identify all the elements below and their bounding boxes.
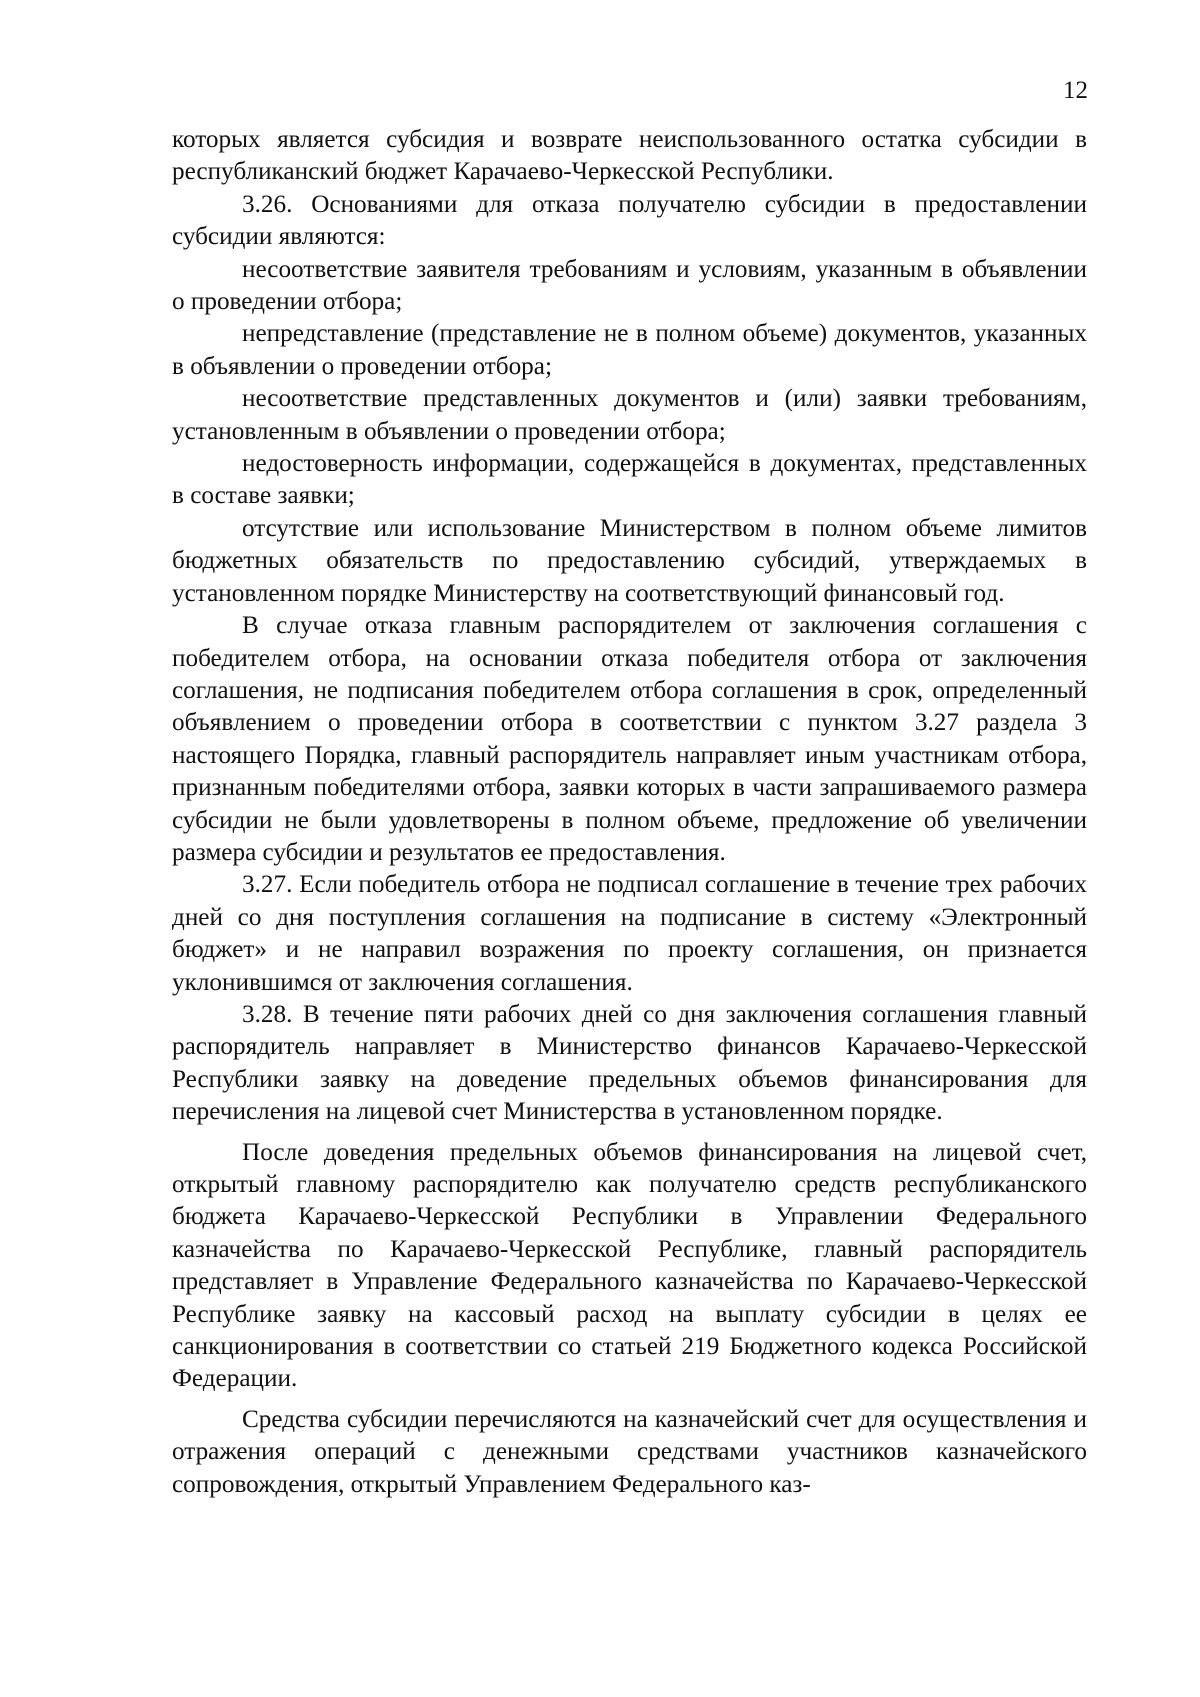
- paragraph: несоответствие заявителя требованиям и условиям, указанным в объявлении о проведении отбора;: [172, 255, 1087, 316]
- paragraph: которых является субсидия и возврате неиспользованного остатка субсидии в республиканский бюджет Карачаево-Черкесской Республики.: [172, 126, 1087, 186]
- paragraph: 3.28. В течение пяти рабочих дней со дня заключения соглашения главный распорядитель направляет в Министерство финансов Карачаево-Черкесской Республики заявку на доведение предельных объемов финансирования для перечисления на лицевой счет Министерства в установленном порядке.: [172, 1000, 1087, 1126]
- page-number: 12: [1063, 77, 1088, 104]
- paragraph: 3.26. Основаниями для отказа получателю субсидии в предоставлении субсидии являются:: [172, 190, 1087, 251]
- paragraph: Средства субсидии перечисляются на казначейский счет для осуществления и отражения операций с денежными средствами участников казначейского сопровождения, открытый Управлением Федерального каз-: [172, 1405, 1087, 1498]
- paragraph: После доведения предельных объемов финансирования на лицевой счет, открытый главному распорядителю как получателю средств республиканского бюджета Карачаево-Черкесской Республики в Управлении Федерального казначейства по Карачаево-Черкесской Республике, главный распорядитель представляет в Управление Федерального казначейства по Карачаево-Черкесской Республике заявку на кассовый расход на выплату субсидии в целях ее санкционирования в соответствии со статьей 219 Бюджетного кодекса Российской Федерации.: [172, 1138, 1087, 1393]
- document-body: [172, 124, 1087, 1501]
- paragraph: 3.27. Если победитель отбора не подписал соглашение в течение трех рабочих дней со дня поступления соглашения на подписание в систему «Электронный бюджет» и не направил возражения по проекту соглашения, он признается уклонившимся от заключения соглашения.: [172, 871, 1087, 996]
- paragraph: несоответствие представленных документов и (или) заявки требованиям, установленным в объявлении о проведении отбора;: [172, 385, 1087, 445]
- paragraph: В случае отказа главным распорядителем от заключения соглашения с победителем отбора, на основании отказа победителя отбора от заключения соглашения, не подписания победителем отбора соглашения в срок, определенный объявлением о проведении отбора в соответствии с пунктом 3.27 раздела 3 настоящего Порядка, главный распорядитель направляет иным участникам отбора, признанным победителями отбора, заявки которых в части запрашиваемого размера субсидии не были удовлетворены в полном объеме, предложение об увеличении размера субсидии и результатов ее предоставления.: [172, 612, 1087, 866]
- paragraph: отсутствие или использование Министерством в полном объеме лимитов бюджетных обязательств по предоставлению субсидий, утверждаемых в установленном порядке Министерству на соответствующий финансовый год.: [172, 514, 1087, 607]
- paragraph: непредставление (представление не в полном объеме) документов, указанных в объявлении о проведении отбора;: [172, 320, 1087, 380]
- paragraph: недостоверность информации, содержащейся в документах, представленных в составе заявки;: [172, 450, 1087, 510]
